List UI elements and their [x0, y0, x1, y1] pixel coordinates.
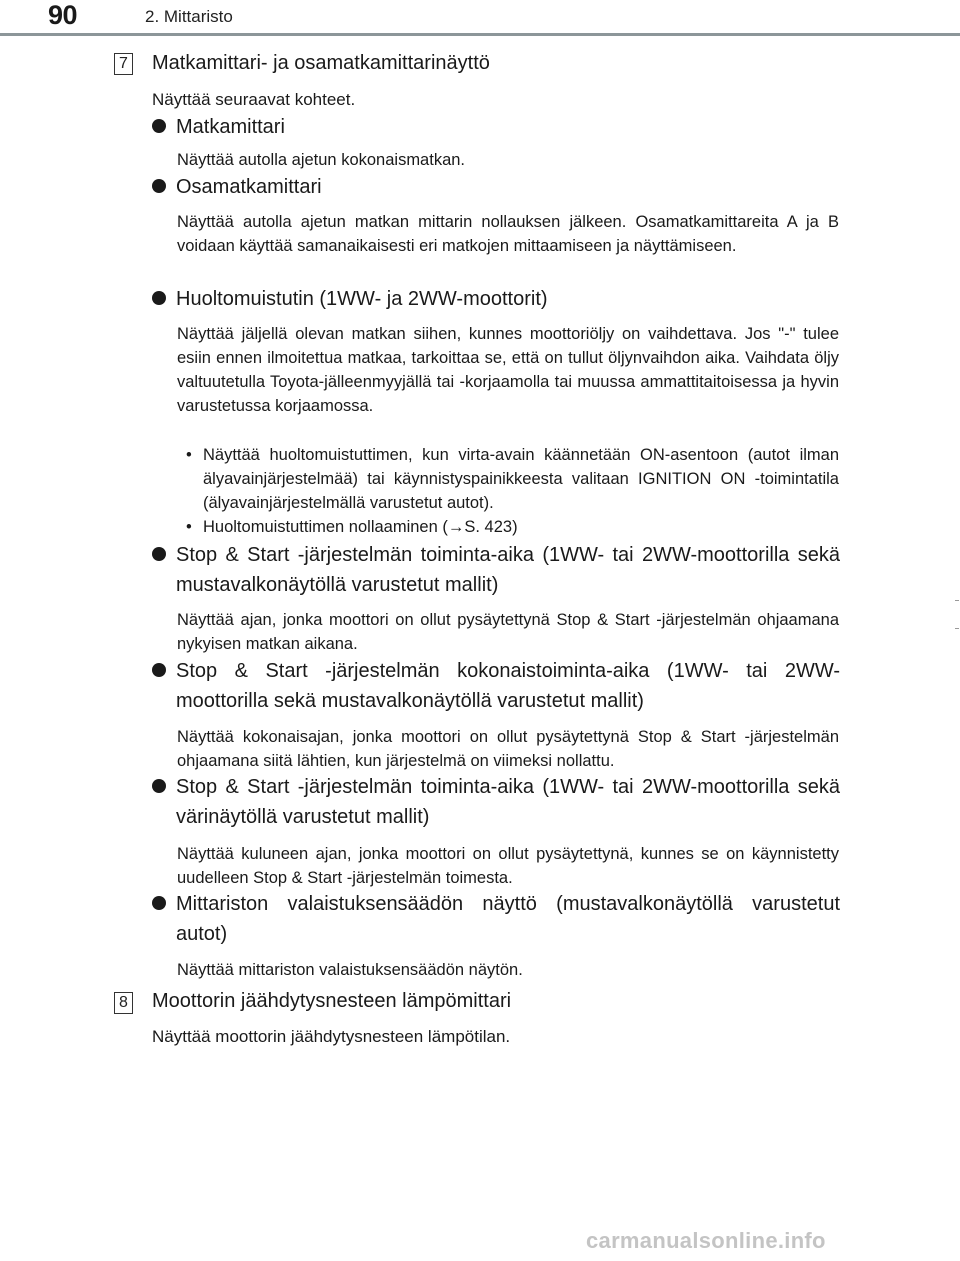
bullet-dot-icon	[152, 896, 166, 910]
bullet-item-trip-meter	[152, 172, 840, 202]
bullet-dot-icon	[152, 779, 166, 793]
watermark-text: carmanualsonline.info	[586, 1228, 826, 1253]
bullet-item-stop-start-total-mono	[152, 656, 840, 716]
bullet-dot-icon	[152, 663, 166, 677]
bullet-heading: Mittariston valaistuksensäädön näyttö (mustavalkonäytöllä varustetut autot)	[176, 893, 840, 945]
header-divider	[0, 33, 960, 36]
bullet-dot-icon	[152, 179, 166, 193]
bullet-description: Näyttää mittariston valaistuksensäädön näytön.	[177, 961, 523, 979]
sub-list-item: • Näyttää huoltomuistuttimen, kun virta-avain käännetään ON-asentoon (autot ilman älyavainjärjestelmää) tai käynnistyspainikkeesta valitaan IGNITION ON -toimintatila (älyavainjärjestelmällä varustetut autot).	[177, 443, 839, 515]
bullet-item-odometer	[152, 112, 840, 142]
bullet-description: Näyttää ajan, jonka moottori on ollut pysäytettynä Stop & Start -järjestelmän ohjaamana nykyisen matkan aikana.	[177, 611, 839, 653]
section-title-trip-meter: Matkamittari- ja osamatkamittarinäyttö	[152, 52, 490, 74]
bullet-heading: Matkamittari	[176, 116, 285, 138]
bullet-heading: Stop & Start -järjestelmän kokonaistoiminta-aika (1WW- tai 2WW-moottorilla sekä mustavalkonäytöllä varustetut mallit)	[176, 660, 840, 712]
bullet-heading: Stop & Start -järjestelmän toiminta-aika (1WW- tai 2WW-moottorilla sekä mustavalkonäytöllä varustetut mallit)	[176, 544, 840, 596]
bullet-item-illumination-control	[152, 889, 840, 949]
section-badge-7: 7	[114, 53, 133, 75]
bullet-dot-icon	[152, 291, 166, 305]
bullet-description: Näyttää jäljellä olevan matkan siihen, kunnes moottoriöljy on vaihdettava. Jos "-" tulee esiin ennen ilmoitettua matkaa, tarkoittaa se, että on tullut öljynvaihdon aika. Vaihdata öljy valtuutetulla Toyota-jälleenmyyjällä tai -korjaamolla tai muussa ammattitaitoisessa ja hyvin varustetussa korjaamossa.	[177, 325, 839, 415]
section-intro: Näyttää seuraavat kohteet.	[152, 90, 356, 109]
sub-list	[177, 443, 839, 539]
bullet-heading: Huoltomuistutin (1WW- ja 2WW-moottorit)	[176, 288, 548, 310]
chapter-title: 2. Mittaristo	[145, 7, 233, 26]
sub-list-item-page-reference[interactable]: • Huoltomuistuttimen nollaaminen (→S. 423)	[177, 515, 839, 539]
bullet-description: Näyttää kokonaisajan, jonka moottori on ollut pysäytettynä Stop & Start -järjestelmän ohjaamana siitä lähtien, kun järjestelmä on viimeksi nollattu.	[177, 728, 839, 770]
page-edge-mark	[955, 628, 959, 629]
bullet-description: Näyttää autolla ajetun matkan mittarin nollauksen jälkeen. Osamatkamittareita A ja B voidaan käyttää samanaikaisesti eri matkojen mittaamiseen ja näyttämiseen.	[177, 213, 839, 255]
page-edge-mark	[955, 600, 959, 601]
page-header	[0, 0, 960, 40]
section-intro: Näyttää moottorin jäähdytysnesteen lämpötilan.	[152, 1027, 511, 1046]
bullet-heading: Stop & Start -järjestelmän toiminta-aika (1WW- tai 2WW-moottorilla sekä värinäytöllä varustetut mallit)	[176, 776, 840, 828]
bullet-item-stop-start-time-mono	[152, 540, 840, 600]
section-badge-8: 8	[114, 992, 133, 1014]
bullet-item-service-reminder	[152, 284, 840, 314]
bullet-dot-icon	[152, 547, 166, 561]
bullet-heading: Osamatkamittari	[176, 176, 322, 198]
bullet-description: Näyttää autolla ajetun kokonaismatkan.	[177, 151, 466, 169]
page-number: 90	[48, 0, 78, 30]
bullet-description: Näyttää kuluneen ajan, jonka moottori on ollut pysäytettynä, kunnes se on käynnistetty uudelleen Stop & Start -järjestelmän toimesta.	[177, 845, 839, 887]
bullet-dot-icon	[152, 119, 166, 133]
bullet-item-stop-start-time-color	[152, 772, 840, 832]
section-title-coolant-temperature: Moottorin jäähdytysnesteen lämpömittari	[152, 990, 512, 1012]
